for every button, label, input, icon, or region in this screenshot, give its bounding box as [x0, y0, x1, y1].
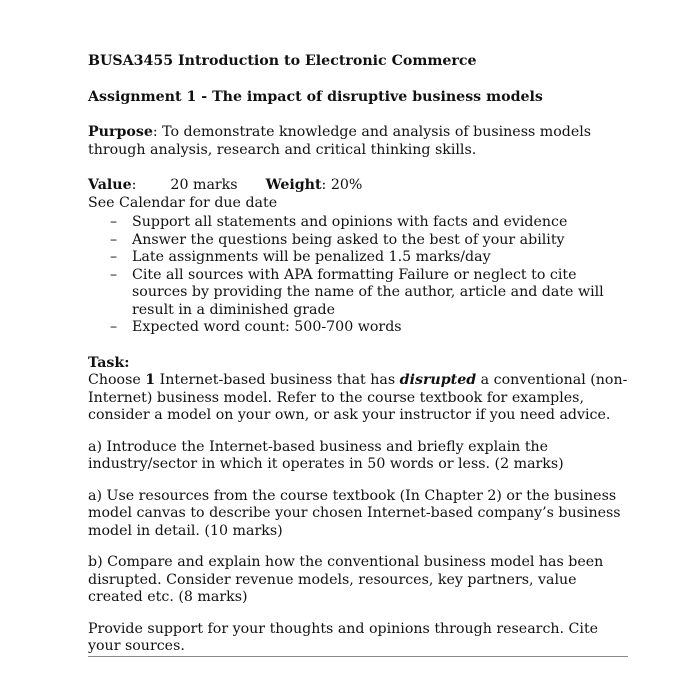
list-item: [88, 232, 633, 250]
requirement-text: Answer the questions being asked to the best of your ability: [132, 231, 565, 248]
task-heading: Task:: [88, 354, 130, 371]
question-b: b) Compare and explain how the conventional business model has been disrupted. Consider revenue models, resources, key partners, value created etc. (8 marks): [88, 554, 604, 605]
task-count: 1: [145, 372, 156, 388]
requirement-text: Late assignments will be penalized 1.5 marks/day: [132, 249, 491, 265]
horizontal-divider: [88, 656, 628, 657]
weight-label: Weight: [265, 177, 322, 193]
requirement-text: Support all statements and opinions with facts and evidence: [132, 214, 568, 230]
disrupted-emphasis: disrupted: [399, 372, 477, 388]
dash-bullet: –: [110, 319, 118, 335]
question-a1: a) Introduce the Internet-based business and briefly explain the industry/sector in which it operates in 50 words or less. (2 marks): [88, 438, 564, 472]
list-item: [88, 249, 633, 267]
dash-bullet: –: [110, 266, 118, 283]
task-intro: [88, 372, 633, 425]
due-date-note: See Calendar for due date: [88, 194, 278, 211]
value-amount: 20 marks: [170, 177, 238, 193]
task-intro-part: Internet-based business that has: [155, 372, 400, 388]
value-line: [88, 177, 633, 195]
closing-instruction: Provide support for your thoughts and opinions through research. Cite your sources.: [88, 620, 599, 654]
requirement-text: Expected word count: 500-700 words: [132, 319, 402, 335]
task-intro-part: Choose: [88, 372, 146, 388]
value-colon: :: [131, 177, 137, 193]
requirements-list: [88, 214, 633, 337]
assignment-content: [88, 53, 633, 656]
assignment-title: Assignment 1 - The impact of disruptive business models: [88, 88, 543, 105]
requirement-text: Cite all sources with APA formatting Failure or neglect to cite sources by providing the name of the author, article and date will result in a diminished grade: [132, 266, 604, 318]
question-a2: a) Use resources from the course textbook (In Chapter 2) or the business model canvas to describe your chosen Internet-based company’s business model in detail. (10 marks): [88, 487, 621, 539]
list-item: [88, 267, 633, 320]
weight-value: : 20%: [321, 177, 363, 193]
value-label: Value: [88, 177, 132, 193]
list-item: [88, 319, 633, 337]
purpose-label: Purpose: [88, 124, 153, 140]
purpose-paragraph: [88, 124, 633, 159]
dash-bullet: –: [110, 214, 118, 230]
dash-bullet: –: [110, 231, 118, 248]
course-title: BUSA3455 Introduction to Electronic Commerce: [88, 53, 477, 69]
purpose-text: : To demonstrate knowledge and analysis of business models through analysis, research and critical thinking skills.: [88, 124, 592, 158]
list-item: [88, 214, 633, 232]
dash-bullet: –: [110, 249, 118, 265]
task-intro-part: a conventional (non-Internet) business model. Refer to the course textbook for examples, consider a model on your own, or ask your instructor if you need advice.: [88, 372, 628, 423]
